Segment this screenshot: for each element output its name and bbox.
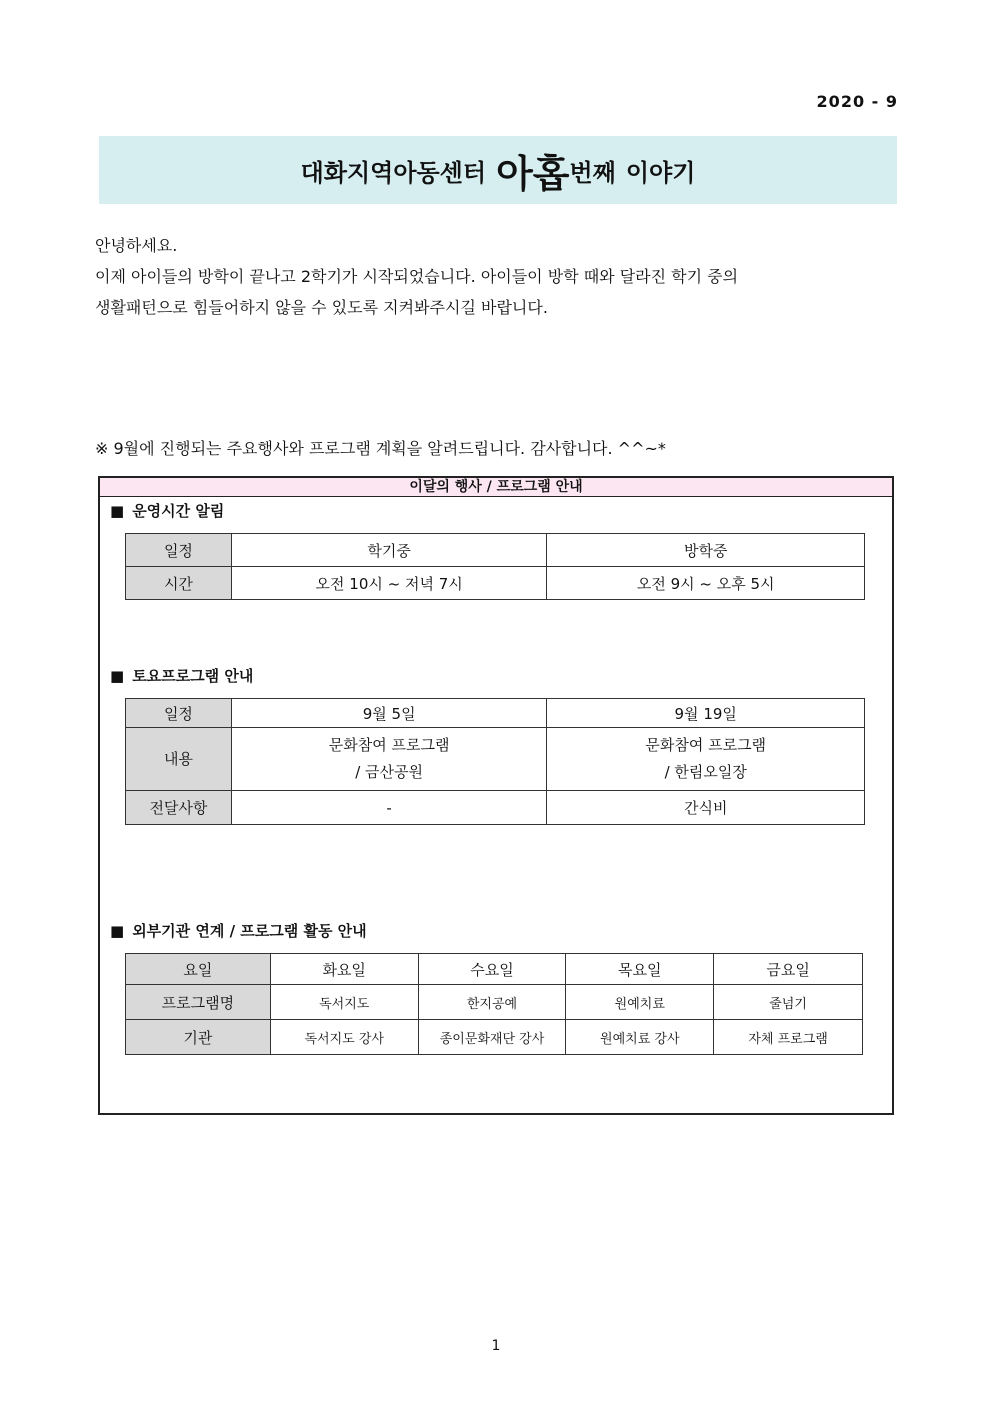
cell-line: 문화참여 프로그램 [645,736,767,754]
title-issue-number: 아홉 [496,151,570,196]
table-cell: 간식비 [547,791,865,825]
table-cell [231,728,547,791]
table-row [126,954,863,985]
intro-line-2: 이제 아이들의 방학이 끝나고 2학기가 시작되었습니다. 아이들이 방학 때와 달라진 학기 중의 [95,267,739,286]
table-cell: 한지공예 [418,985,566,1020]
table-cell: 9월 5일 [231,699,547,728]
table-cell: 9월 19일 [547,699,865,728]
section-external-program [110,920,367,941]
table-cell: 전달사항 [126,791,232,825]
newsletter-title [99,136,897,204]
table-cell: - [231,791,547,825]
table-cell: 줄넘기 [714,985,863,1020]
table-cell: 자체 프로그램 [714,1020,863,1055]
table-cell: 독서지도 [270,985,418,1020]
table-cell: 학기중 [231,534,547,567]
table-cell: 내용 [126,728,232,791]
table-cell: 기관 [126,1020,271,1055]
table-cell: 수요일 [418,954,566,985]
table-cell: 목요일 [566,954,714,985]
table-cell: 요일 [126,954,271,985]
section-title-text: 토요프로그램 안내 [132,667,254,685]
cell-line: / 한림오일장 [664,763,747,781]
page-number: 1 [491,1338,501,1354]
cell-line: / 금산공원 [355,763,424,781]
saturday-program-table [125,698,865,825]
table-cell: 원예치료 강사 [566,1020,714,1055]
cell-line: 문화참여 프로그램 [328,736,450,754]
table-cell: 일정 [126,534,232,567]
table-cell: 일정 [126,699,232,728]
table-row [126,567,865,600]
title-suffix: 번째 [569,158,616,187]
table-cell: 화요일 [270,954,418,985]
table-row [126,985,863,1020]
document-date: 2020 - 9 [816,92,898,111]
bullet-square-icon: ■ [110,922,125,940]
section-title-text: 외부기관 연계 / 프로그램 활동 안내 [132,922,367,940]
bullet-square-icon: ■ [110,502,125,520]
intro-line-1: 안녕하세요. [95,236,178,255]
notice-line: ※ 9월에 진행되는 주요행사와 프로그램 계획을 알려드립니다. 감사합니다. ^^~* [95,439,666,458]
external-program-table [125,953,863,1055]
table-row [126,1020,863,1055]
table-row [126,699,865,728]
table-cell: 오전 10시 ~ 저녁 7시 [231,567,547,600]
box-header: 이달의 행사 / 프로그램 안내 [100,478,892,497]
intro-line-3: 생활패턴으로 힘들어하지 않을 수 있도록 지켜봐주시길 바랍니다. [95,298,548,317]
table-cell: 방학중 [547,534,865,567]
title-center-name: 대화지역아동센터 [300,158,487,187]
table-cell: 원예치료 [566,985,714,1020]
operating-hours-table [125,533,865,600]
section-title-text: 운영시간 알림 [132,502,225,520]
bullet-square-icon: ■ [110,667,125,685]
monthly-events-box [98,476,894,1115]
table-cell: 종이문화재단 강사 [418,1020,566,1055]
table-row [126,534,865,567]
table-cell: 시간 [126,567,232,600]
section-operating-hours [110,500,224,521]
table-cell: 프로그램명 [126,985,271,1020]
section-saturday-program [110,665,253,686]
table-cell: 오전 9시 ~ 오후 5시 [547,567,865,600]
table-cell [547,728,865,791]
table-cell: 금요일 [714,954,863,985]
table-row [126,728,865,791]
title-story: 이야기 [625,158,696,187]
table-cell: 독서지도 강사 [270,1020,418,1055]
intro-text [95,230,895,323]
table-row [126,791,865,825]
